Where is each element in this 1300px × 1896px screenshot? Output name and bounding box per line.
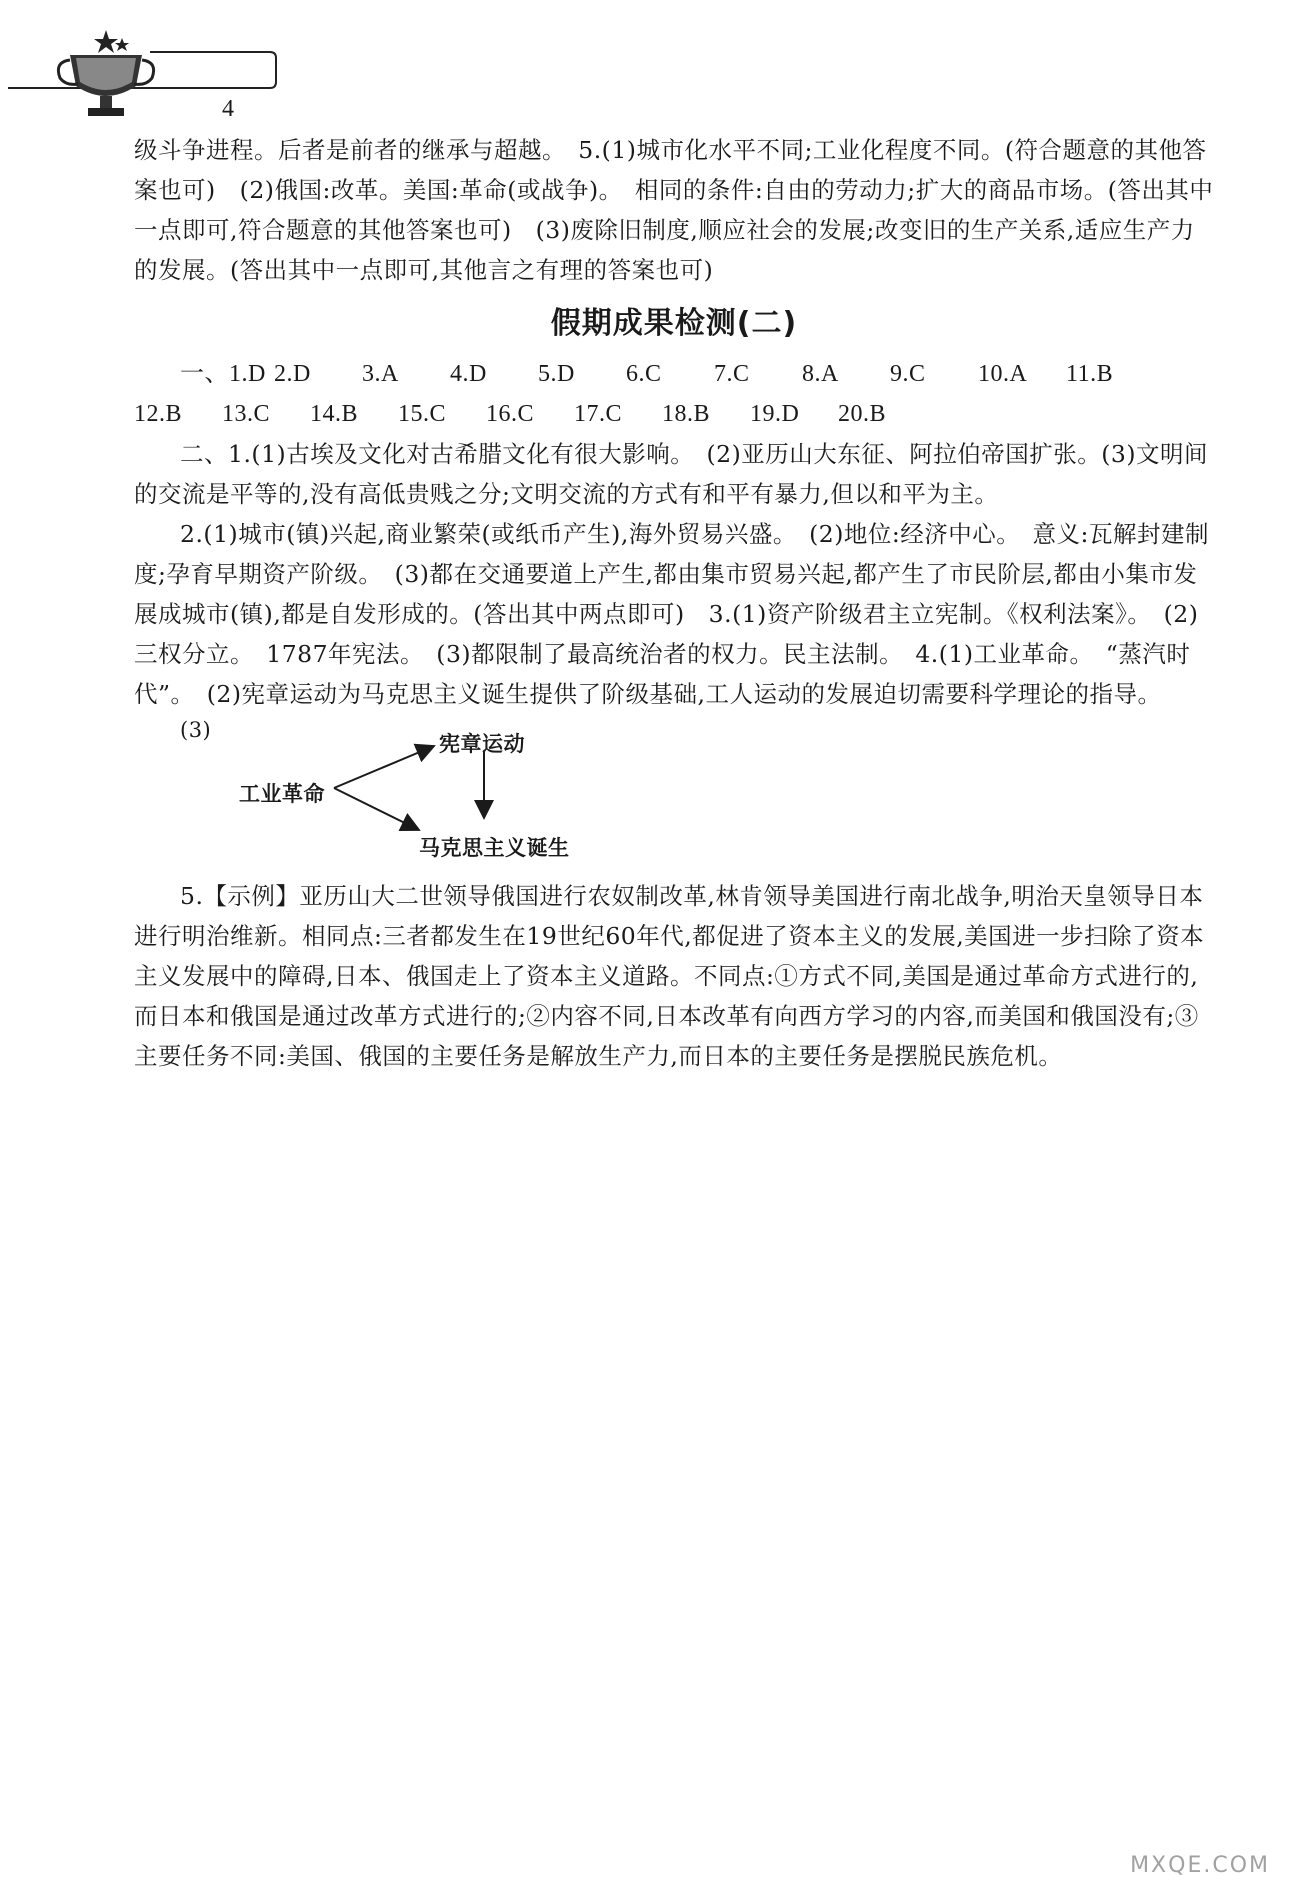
mcq-answer: 13.C xyxy=(222,401,271,427)
mcq-answer: 8.A xyxy=(802,361,839,387)
mcq-answer: 5.D xyxy=(538,361,575,387)
diagram-bottom-node: 马克思主义诞生 xyxy=(419,836,570,860)
mcq-answer: 14.B xyxy=(310,401,359,427)
mcq-answer: 9.C xyxy=(890,361,926,387)
relationship-diagram xyxy=(134,718,1214,868)
mcq-answer: 10.A xyxy=(978,361,1028,387)
section-title: 假期成果检测(二) xyxy=(550,306,798,341)
mcq-answer: 4.D xyxy=(450,361,487,387)
mcq-answer: 20.B xyxy=(838,401,887,427)
mcq-answer: 11.B xyxy=(1066,361,1114,387)
diagram-arrows xyxy=(134,718,694,868)
diagram-source-node: 工业革命 xyxy=(239,782,325,806)
mcq-answer: 15.C xyxy=(398,401,447,427)
diagram-top-node: 宪章运动 xyxy=(439,732,525,756)
answer-content xyxy=(134,130,1214,1076)
page-number: 4 xyxy=(222,96,234,122)
watermark: MXQE.COM xyxy=(1130,1853,1270,1878)
diagram-question-label: (3) xyxy=(180,718,212,742)
mcq-answer: 7.C xyxy=(714,361,750,387)
part2-q2-q4: 2.(1)城市(镇)兴起,商业繁荣(或纸币产生),海外贸易兴盛。 (2)地位:经济中心。 意义:瓦解封建制度;孕育早期资产阶级。 (3)都在交通要道上产生,都由集市贸易兴起,都产生了市民阶层,都由小集市发展成城市(镇),都是自发形成的。(答出其中两点即可) 3.(1)资产阶级君主立宪制。《权利法案》。 (2)三权分立。 1787年宪法。 (3)都限制了最高统治者的权力。民主法制。 4.(1)工业革命。 “蒸汽时代”。 (2)宪章运动为马克思主义诞生提供了阶级基础,工人运动的发展迫切需要科学理论的指导。 xyxy=(134,520,1209,708)
mcq-answer: 2.D xyxy=(274,361,311,387)
mcq-answer: 19.D xyxy=(750,401,800,427)
mcq-row-2 xyxy=(134,394,1214,434)
mcq-answer: 一、1.D xyxy=(180,361,266,387)
mcq-answer: 18.B xyxy=(662,401,711,427)
page-header xyxy=(0,30,300,120)
mcq-answer: 12.B xyxy=(134,401,183,427)
mcq-answer: 16.C xyxy=(486,401,535,427)
mcq-row-1 xyxy=(134,354,1214,394)
intro-paragraph: 级斗争进程。后者是前者的继承与超越。 5.(1)城市化水平不同;工业化程度不同。(符合题意的其他答案也可) (2)俄国:改革。美国:革命(或战争)。 相同的条件:自由的劳动力;扩大的商品市场。(答出其中一点即可,符合题意的其他答案也可) (3)废除旧制度,顺应社会的发展;改变旧的生产关系,适应生产力的发展。(答出其中一点即可,其他言之有理的答案也可) xyxy=(134,136,1214,284)
mcq-answer: 17.C xyxy=(574,401,623,427)
mcq-answer: 3.A xyxy=(362,361,399,387)
part2-q1: 二、1.(1)古埃及文化对古希腊文化有很大影响。 (2)亚历山大东征、阿拉伯帝国扩张。(3)文明间的交流是平等的,没有高低贵贱之分;文明交流的方式有和平有暴力,但以和平为主。 xyxy=(134,440,1209,508)
mcq-answer: 6.C xyxy=(626,361,662,387)
part2-q5: 5.【示例】亚历山大二世领导俄国进行农奴制改革,林肯领导美国进行南北战争,明治天皇领导日本进行明治维新。相同点:三者都发生在19世纪60年代,都促进了资本主义的发展,美国进一步扫除了资本主义发展中的障碍,日本、俄国走上了资本主义道路。不同点:①方式不同,美国是通过革命方式进行的,而日本和俄国是通过改革方式进行的;②内容不同,日本改革有向西方学习的内容,而美国和俄国没有;③主要任务不同:美国、俄国的主要任务是解放生产力,而日本的主要任务是摆脱民族危机。 xyxy=(134,882,1205,1070)
trophy-icon xyxy=(0,30,300,120)
